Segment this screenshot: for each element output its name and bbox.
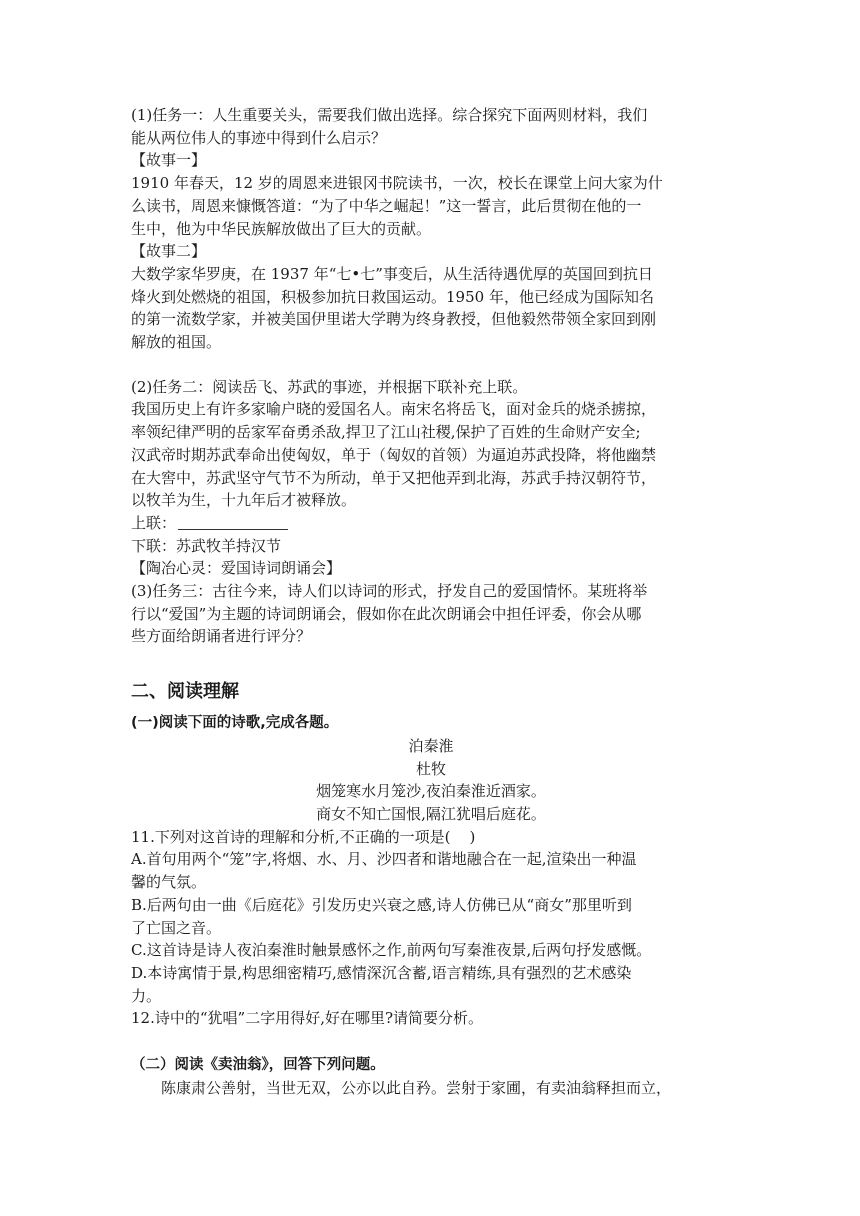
story1-text: 1910 年春天，12 岁的周恩来进银冈书院读书，一次，校长在课堂上问大家为什	[131, 174, 663, 193]
task2-body: 我国历史上有许多家喻户晓的爱国名人。南宋名将岳飞，面对金兵的烧杀掳掠，	[131, 400, 657, 419]
story2-text: 烽火到处燃烧的祖国，积极参加抗日救国运动。1950 年，他已经成为国际知名	[131, 287, 654, 306]
story2-text: 的第一流数学家，并被美国伊里诺大学聘为终身教授，但他毅然带领全家回到刚	[131, 310, 657, 329]
part2-text: 陈康肃公善射，当世无双，公亦以此自矜。尝射于家圃，有卖油翁释担而立，	[161, 1078, 672, 1097]
task3-prompt: 些方面给朗诵者进行评分？	[131, 627, 312, 646]
task2-body: 在大窖中，苏武坚守气节不为所动，单于又把他弄到北海，苏武手持汉朝符节，	[131, 468, 657, 487]
story1-text: 么读书，周恩来慷慨答道：“为了中华之崛起！”这一誓言，此后贯彻在他的一	[131, 196, 642, 215]
poem-line: 商女不知亡国恨,隔江犹唱后庭花。	[316, 804, 546, 823]
poem-author: 杜牧	[415, 759, 446, 778]
option-c: C.这首诗是诗人夜泊秦淮时触景感怀之作,前两句写秦淮夜景,后两句抒发感慨。	[131, 941, 652, 960]
story2-text: 解放的祖国。	[131, 333, 222, 352]
upper-couplet	[131, 512, 731, 535]
task2-prompt: (2)任务二：阅读岳飞、苏武的事迹，并根据下联补充上联。	[131, 377, 528, 396]
poem-line: 烟笼寒水月笼沙,夜泊秦淮近酒家。	[316, 782, 546, 801]
part1-title: (一)阅读下面的诗歌,完成各题。	[131, 715, 339, 732]
task1-prompt: (1)任务一：人生重要关头，需要我们做出选择。综合探究下面两则材料，我们	[131, 106, 648, 124]
task3-prompt: (3)任务三：古往今来，诗人们以诗词的形式，抒发自己的爱国情怀。某班将举	[131, 582, 648, 601]
task1-prompt-cont: 能从两位伟人的事迹中得到什么启示？	[131, 128, 387, 147]
task2-body: 率领纪律严明的岳家军奋勇杀敌,捍卫了江山社稷,保护了百姓的生命财产安全;	[131, 423, 641, 442]
option-d-cont: 力。	[131, 986, 162, 1005]
task3-prompt: 行以“爱国”为主题的诗词朗诵会，假如你在此次朗诵会中担任评委，你会从哪	[131, 604, 642, 623]
task2-body: 汉武帝时期苏武奉命出使匈奴，单于（匈奴的首领）为逼迫苏武投降，将他幽禁	[131, 445, 657, 464]
upper-couplet-label: 上联：	[131, 513, 177, 532]
part2-title: （二）阅读《卖油翁》，回答下列问题。	[131, 1057, 385, 1074]
story1-title: 【故事一】	[131, 151, 207, 170]
question-11: 11.下列对这首诗的理解和分析,不正确的一项是( )	[131, 827, 476, 846]
lower-couplet: 下联：苏武牧羊持汉节	[131, 536, 282, 555]
option-b-cont: 了亡国之音。	[131, 918, 222, 937]
option-b: B.后两句由一曲《后庭花》引发历史兴衰之感,诗人仿佛已从“商女”那里听到	[131, 895, 632, 914]
task2-body: 以牧羊为生，十九年后才被释放。	[131, 491, 357, 510]
question-12: 12.诗中的“犹唱”二字用得好,好在哪里?请简要分析。	[131, 1009, 484, 1028]
section-title: 二、阅读理解	[131, 681, 239, 703]
story2-title: 【故事二】	[131, 242, 207, 261]
story2-text: 大数学家华罗庚，在 1937 年“七•七”事变后，从生活待遇优厚的英国回到抗日	[131, 264, 653, 283]
option-d: D.本诗寓情于景,构思细密精巧,感情深沉含蓄,语言精练,具有强烈的艺术感染	[131, 963, 632, 982]
option-a: A.首句用两个“笼”字,将烟、水、月、沙四者和谐地融合在一起,渲染出一种温	[131, 850, 637, 869]
upper-couplet-blank[interactable]	[178, 515, 288, 530]
document-page	[131, 104, 731, 1099]
recital-heading: 【陶冶心灵：爱国诗词朗诵会】	[131, 559, 342, 578]
option-a-cont: 馨的气氛。	[131, 873, 207, 892]
poem-title: 泊秦淮	[408, 736, 454, 755]
story1-text: 生中，他为中华民族解放做出了巨大的贡献。	[131, 219, 432, 238]
